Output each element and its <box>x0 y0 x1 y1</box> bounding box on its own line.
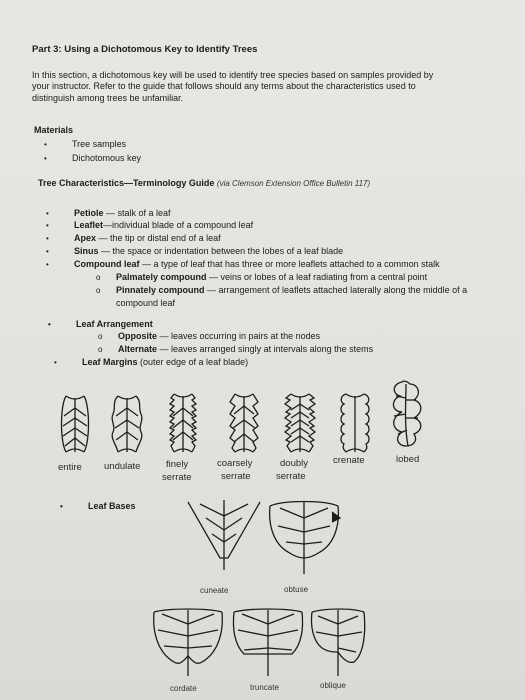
label-entire: entire <box>58 462 82 473</box>
term-alternate: o Alternate — leaves arranged singly at intervals along the stems <box>118 344 373 355</box>
intro-line-1: In this section, a dichotomous key will be used to identify tree species based on samples provided by <box>32 70 434 80</box>
label-serrate-3: serrate <box>276 471 306 482</box>
leaf-bases-heading: • Leaf Bases <box>88 501 136 512</box>
materials-item-1: • Tree samples <box>72 139 126 150</box>
part-title: Part 3: Using a Dichotomous Key to Identify Trees <box>32 44 258 55</box>
term-leaflet: • Leaflet—individual blade of a compound leaf <box>74 220 253 231</box>
lobed-margin-leaf-icon <box>388 378 428 450</box>
cordate-base-leaf-icon <box>150 606 226 678</box>
intro-line-2: your instructor. Refer to the guide that follows should any terms about the characteristics used to <box>32 81 416 91</box>
term-pinnately: o Pinnately compound — arrangement of leaflets attached laterally along the middle of a <box>116 285 467 296</box>
term-sinus: • Sinus — the space or indentation between the lobes of a leaf blade <box>74 246 343 257</box>
label-doubly: doubly <box>280 458 308 469</box>
term-petiole: • Petiole — stalk of a leaf <box>74 208 171 219</box>
materials-heading: Materials <box>34 125 74 135</box>
intro-line-3: distinguish among trees be unfamiliar. <box>32 93 184 103</box>
leaf-arrangement-heading: • Leaf Arrangement <box>76 319 153 330</box>
terminology-title: Tree Characteristics—Terminology Guide <box>38 178 215 188</box>
entire-margin-leaf-icon <box>58 394 92 456</box>
label-truncate: truncate <box>250 683 279 692</box>
oblique-base-leaf-icon <box>308 606 368 678</box>
truncate-base-leaf-icon <box>230 606 306 678</box>
terminology-source: (via Clemson Extension Office Bulletin 117) <box>216 179 371 188</box>
cuneate-base-leaf-icon <box>184 496 264 572</box>
term-compound-leaf: • Compound leaf — a type of leaf that has three or more leaflets attached to a common stalk <box>74 259 440 270</box>
label-obtuse: obtuse <box>284 585 309 594</box>
undulate-margin-leaf-icon <box>110 394 144 456</box>
label-finely: finely <box>166 459 189 470</box>
term-opposite: o Opposite — leaves occurring in pairs at the nodes <box>118 331 320 342</box>
obtuse-base-leaf-icon <box>264 496 344 576</box>
finely-serrate-margin-leaf-icon <box>166 392 200 456</box>
label-oblique: oblique <box>320 681 346 690</box>
term-palmately: o Palmately compound — veins or lobes of a leaf radiating from a central point <box>116 272 427 283</box>
label-cuneate: cuneate <box>200 586 229 595</box>
materials-item-2: • Dichotomous key <box>72 153 141 164</box>
crenate-margin-leaf-icon <box>338 392 372 456</box>
coarsely-serrate-margin-leaf-icon <box>227 392 261 456</box>
label-coarsely: coarsely <box>217 458 253 469</box>
label-undulate: undulate <box>104 461 141 472</box>
label-serrate-1: serrate <box>162 472 192 483</box>
label-lobed: lobed <box>396 454 420 465</box>
label-crenate: crenate <box>333 455 365 466</box>
terminology-heading <box>38 178 370 189</box>
doubly-serrate-margin-leaf-icon <box>283 392 317 456</box>
term-apex: • Apex — the tip or distal end of a leaf <box>74 233 221 244</box>
label-serrate-2: serrate <box>221 471 251 482</box>
term-pinnately-cont: compound leaf <box>116 298 176 308</box>
label-cordate: cordate <box>170 684 197 693</box>
leaf-margins-heading: • Leaf Margins (outer edge of a leaf blade) <box>82 357 248 368</box>
